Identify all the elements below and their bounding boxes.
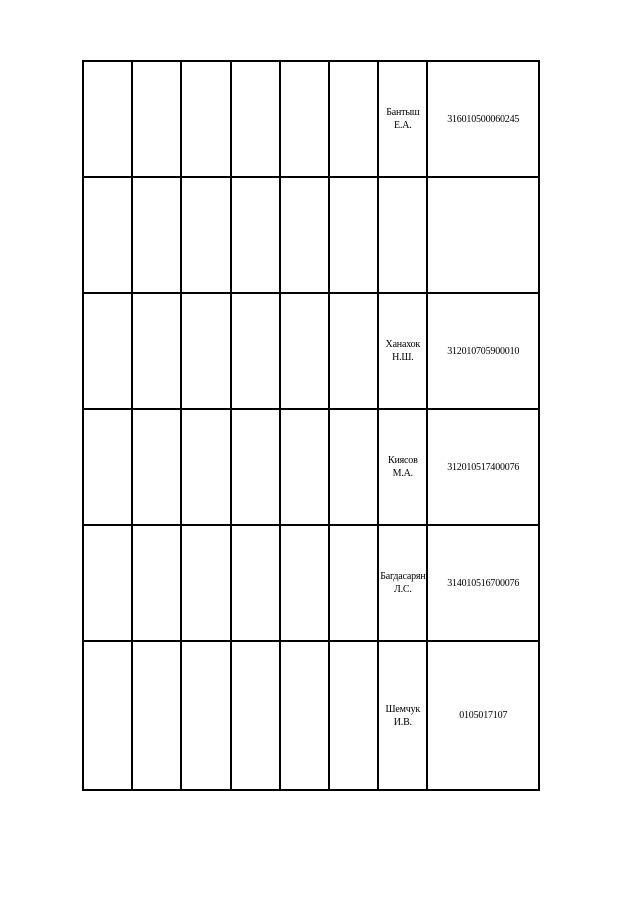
table-cell [280,525,329,641]
table-cell [280,641,329,790]
code-cell [427,409,539,525]
table-cell [83,61,132,177]
registration-number: 312010517400076 [447,461,520,473]
table-row [83,293,539,409]
table-cell [83,641,132,790]
table-cell [132,409,181,525]
person-name: Багдасарян Л.С. [380,571,426,595]
table-cell [329,641,378,790]
table-cell [329,293,378,409]
table-cell [83,293,132,409]
table-cell [231,641,280,790]
registration-number: 0105017107 [459,710,508,721]
name-cell [378,525,427,641]
registration-number: 314010516700076 [447,577,520,589]
table-cell [329,525,378,641]
code-cell [427,177,539,293]
table-cell [231,409,280,525]
table-cell [280,293,329,409]
table-cell [132,61,181,177]
name-cell [378,293,427,409]
code-cell [427,61,539,177]
table-cell [231,177,280,293]
table-cell [280,61,329,177]
person-name: Бантыш Е.А. [386,107,420,131]
table-cell [132,525,181,641]
table-cell [280,177,329,293]
table-row [83,641,539,790]
table-cell [132,177,181,293]
registration-number: 316010500060245 [447,113,520,125]
table-cell [231,525,280,641]
person-name: Киясов М.А. [388,455,418,479]
name-cell [378,641,427,790]
table-row [83,177,539,293]
table-cell [329,177,378,293]
table-cell [83,177,132,293]
table-cell [181,177,230,293]
person-name: Шемчук И.В. [385,703,421,728]
person-name: Ханахок Н.Ш. [385,339,421,363]
registration-number: 312010705900010 [447,345,520,357]
table-cell [329,61,378,177]
table-cell [132,641,181,790]
table-cell [181,409,230,525]
table-cell [329,409,378,525]
table-row [83,525,539,641]
code-cell [427,641,539,790]
code-cell [427,525,539,641]
table-row [83,61,539,177]
name-cell [378,61,427,177]
table-cell [181,525,230,641]
table-cell [83,409,132,525]
table-cell [280,409,329,525]
code-cell [427,293,539,409]
table-cell [231,61,280,177]
table-cell [231,293,280,409]
table-cell [181,61,230,177]
name-cell [378,409,427,525]
table-cell [132,293,181,409]
table-cell [83,525,132,641]
table-cell [181,641,230,790]
table-row [83,409,539,525]
name-cell [378,177,427,293]
table-cell [181,293,230,409]
data-table [82,60,540,791]
